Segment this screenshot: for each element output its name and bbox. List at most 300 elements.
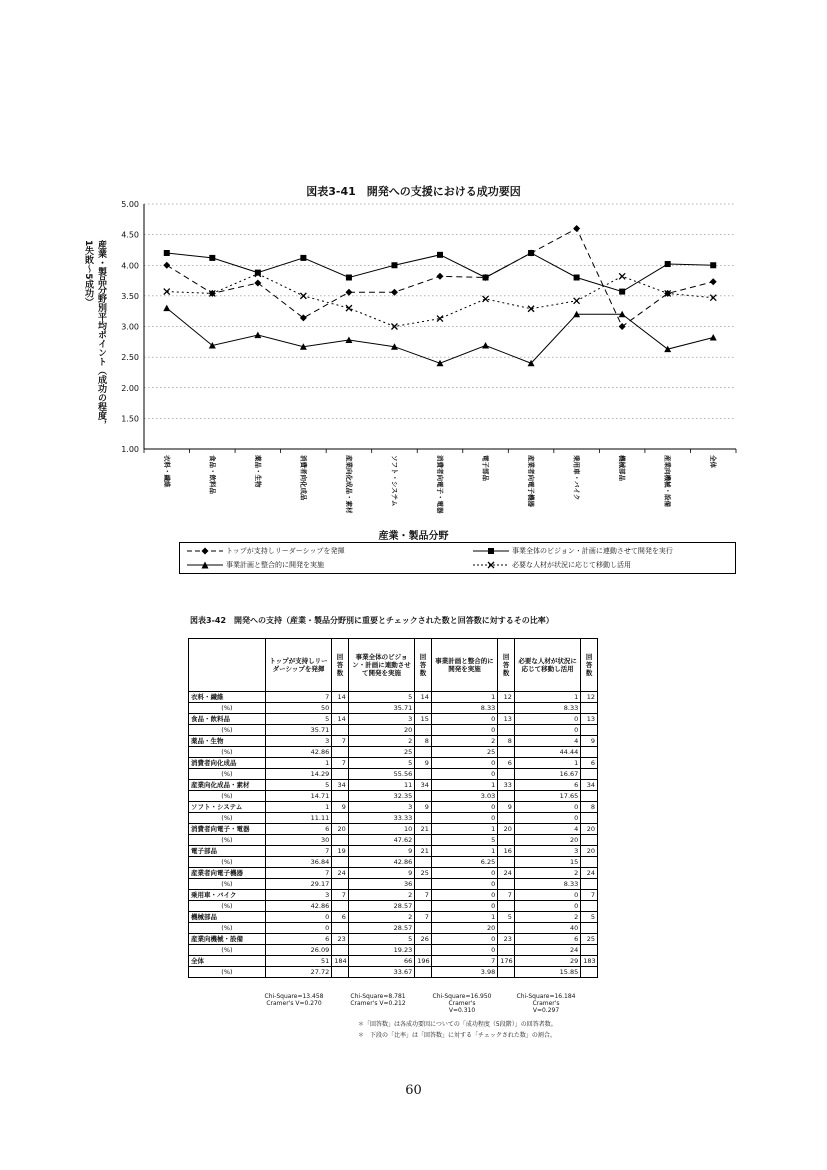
count-cell: 2 <box>431 736 497 747</box>
stat-line: V=0.310 <box>448 1007 476 1014</box>
percent-cell <box>498 945 515 956</box>
count-cell: 3 <box>265 890 331 901</box>
percent-cell <box>332 747 349 758</box>
percent-cell <box>498 879 515 890</box>
header-cell: 回答数 <box>415 639 432 692</box>
percent-cell <box>498 813 515 824</box>
percent-cell: 19.23 <box>348 945 414 956</box>
data-point <box>528 250 534 256</box>
count-cell: 14 <box>415 692 432 703</box>
count-cell: 2 <box>348 890 414 901</box>
percent-label: (%) <box>189 967 266 978</box>
count-cell: 25 <box>415 868 432 879</box>
percent-cell: 20 <box>431 923 497 934</box>
percent-label: (%) <box>189 901 266 912</box>
count-cell: 26 <box>415 934 432 945</box>
percent-cell <box>581 945 598 956</box>
count-cell: 184 <box>332 956 349 967</box>
data-point <box>345 289 352 296</box>
percent-cell: 0 <box>514 901 580 912</box>
count-cell: 1 <box>514 692 580 703</box>
percent-cell <box>332 967 349 978</box>
percent-cell <box>581 879 598 890</box>
data-point <box>483 275 489 281</box>
percent-cell <box>415 813 432 824</box>
count-cell: 1 <box>265 758 331 769</box>
percent-cell <box>581 923 598 934</box>
percent-cell: 20 <box>348 725 414 736</box>
percent-cell <box>415 923 432 934</box>
data-point <box>391 289 398 296</box>
percent-cell: 0 <box>514 725 580 736</box>
stat-line: Cramer's V=0.212 <box>350 1000 406 1007</box>
percent-cell: 11.11 <box>265 813 331 824</box>
percent-cell <box>415 703 432 714</box>
table-row <box>189 956 598 967</box>
percent-cell: 40 <box>514 923 580 934</box>
percent-cell: 33.67 <box>348 967 414 978</box>
count-cell: 0 <box>431 868 497 879</box>
stat-block <box>430 993 494 1014</box>
percent-cell: 15.85 <box>514 967 580 978</box>
percent-cell <box>581 703 598 714</box>
data-point <box>482 342 489 349</box>
count-cell: 20 <box>581 824 598 835</box>
percent-cell <box>498 769 515 780</box>
x-tick-label: 機械部品 <box>618 455 627 481</box>
percent-cell: 35.71 <box>265 725 331 736</box>
data-point <box>619 289 625 295</box>
count-cell: 1 <box>431 846 497 857</box>
note-line: ＊「回答数」は各成功要因についての「成功程度（5段階）」の回答者数。 <box>358 1021 557 1028</box>
count-cell: 2 <box>514 868 580 879</box>
percent-cell: 8.33 <box>514 879 580 890</box>
row-label: ソフト・システム <box>189 802 266 813</box>
count-cell: 5 <box>581 912 598 923</box>
percent-cell: 0 <box>431 901 497 912</box>
percent-cell: 29.17 <box>265 879 331 890</box>
percent-cell <box>415 857 432 868</box>
percent-cell <box>498 923 515 934</box>
data-point <box>346 305 352 311</box>
stat-line: V=0.297 <box>532 1007 560 1014</box>
data-point <box>437 273 444 280</box>
percent-cell <box>415 901 432 912</box>
data-point <box>345 336 352 343</box>
table-row <box>189 890 598 901</box>
row-label: 産業向機械・設備 <box>189 934 266 945</box>
count-cell: 34 <box>332 780 349 791</box>
count-cell: 5 <box>348 692 414 703</box>
stat-line: Chi-Square=16.184 <box>516 993 576 1000</box>
table-row <box>189 868 598 879</box>
table-row-percent <box>189 769 598 780</box>
percent-cell: 3.98 <box>431 967 497 978</box>
count-cell: 7 <box>581 890 598 901</box>
x-tick-label: 産業者向電子機器 <box>527 455 536 507</box>
count-cell: 6 <box>514 780 580 791</box>
y-tick-label: 3.00 <box>121 322 139 332</box>
count-cell: 3 <box>348 714 414 725</box>
percent-cell: 28.57 <box>348 923 414 934</box>
percent-cell: 25 <box>348 747 414 758</box>
count-cell: 0 <box>265 912 331 923</box>
data-point <box>574 275 580 281</box>
count-cell: 23 <box>332 934 349 945</box>
count-cell: 7 <box>431 956 497 967</box>
count-cell: 183 <box>581 956 598 967</box>
percent-label: (%) <box>189 813 266 824</box>
count-cell: 4 <box>514 824 580 835</box>
count-cell: 23 <box>498 934 515 945</box>
y-tick-label: 1.00 <box>121 445 139 454</box>
count-cell: 20 <box>498 824 515 835</box>
row-label: 電子部品 <box>189 846 266 857</box>
percent-cell: 33.33 <box>348 813 414 824</box>
legend-label: トップが支持しリーダーシップを発揮 <box>226 547 345 555</box>
legend-label: 必要な人材が状況に応じて移動し活用 <box>512 561 631 569</box>
percent-cell: 26.09 <box>265 945 331 956</box>
percent-cell: 42.86 <box>348 857 414 868</box>
count-cell: 176 <box>498 956 515 967</box>
page-number: 60 <box>405 1083 422 1098</box>
row-label: 機械部品 <box>189 912 266 923</box>
count-cell: 7 <box>265 692 331 703</box>
count-cell: 0 <box>431 934 497 945</box>
x-axis-label: 産業・製品分野 <box>378 531 449 542</box>
percent-cell: 42.86 <box>265 901 331 912</box>
count-cell: 196 <box>415 956 432 967</box>
percent-cell <box>415 879 432 890</box>
percent-label: (%) <box>189 725 266 736</box>
count-cell: 7 <box>415 912 432 923</box>
count-cell: 34 <box>415 780 432 791</box>
data-point <box>619 323 626 330</box>
percent-cell: 8.33 <box>431 703 497 714</box>
percent-cell <box>332 835 349 846</box>
percent-cell: 0 <box>431 769 497 780</box>
header-cell: 回答数 <box>581 639 598 692</box>
count-cell: 7 <box>265 868 331 879</box>
count-cell: 7 <box>498 890 515 901</box>
data-point <box>573 225 580 232</box>
x-tick-label: 食品・飲料品 <box>208 455 217 494</box>
count-cell: 9 <box>348 846 414 857</box>
row-label: 産業向化成品・素材 <box>189 780 266 791</box>
data-point <box>665 261 671 267</box>
count-cell: 3 <box>265 736 331 747</box>
percent-cell <box>332 725 349 736</box>
count-cell: 9 <box>348 868 414 879</box>
legend-item-series-4 <box>472 560 631 570</box>
table-row-percent <box>189 703 598 714</box>
percent-cell: 8.33 <box>514 703 580 714</box>
stat-line: Cramer's <box>448 1000 476 1007</box>
count-cell: 9 <box>415 758 432 769</box>
count-cell: 24 <box>332 868 349 879</box>
count-cell: 9 <box>415 802 432 813</box>
percent-label: (%) <box>189 747 266 758</box>
count-cell: 6 <box>498 758 515 769</box>
percent-cell <box>332 901 349 912</box>
count-cell: 1 <box>431 780 497 791</box>
percent-label: (%) <box>189 945 266 956</box>
percent-cell: 44.44 <box>514 747 580 758</box>
row-label: 全体 <box>189 956 266 967</box>
count-cell: 3 <box>514 846 580 857</box>
percent-cell: 0 <box>431 945 497 956</box>
data-point <box>164 289 170 295</box>
percent-cell <box>581 725 598 736</box>
stat-block <box>262 993 326 1007</box>
count-cell: 5 <box>498 912 515 923</box>
percent-cell <box>498 747 515 758</box>
table-row <box>189 736 598 747</box>
percent-label: (%) <box>189 923 266 934</box>
count-cell: 6 <box>514 934 580 945</box>
count-cell: 7 <box>332 890 349 901</box>
percent-label: (%) <box>189 835 266 846</box>
data-point <box>437 360 444 367</box>
header-cell: 事業全体のビジョン・計画に連動させて開発を実施 <box>348 639 414 692</box>
percent-cell <box>415 747 432 758</box>
data-point <box>437 252 443 258</box>
x-tick-label: 電子部品 <box>481 455 490 481</box>
percent-cell <box>581 857 598 868</box>
count-cell: 14 <box>332 714 349 725</box>
y-tick-label: 4.50 <box>121 230 139 240</box>
percent-cell <box>415 945 432 956</box>
percent-cell: 55.56 <box>348 769 414 780</box>
percent-cell: 6.25 <box>431 857 497 868</box>
data-point <box>710 278 717 285</box>
percent-cell: 0 <box>431 813 497 824</box>
count-cell: 1 <box>431 912 497 923</box>
percent-cell <box>415 769 432 780</box>
percent-cell <box>498 901 515 912</box>
count-cell: 8 <box>415 736 432 747</box>
row-label: 衣料・繊維 <box>189 692 266 703</box>
count-cell: 2 <box>514 912 580 923</box>
x-tick-label: 消費者向化成品 <box>299 455 308 501</box>
count-cell: 1 <box>431 692 497 703</box>
x-tick-label: 薬品・生物 <box>253 455 262 488</box>
percent-cell: 17.65 <box>514 791 580 802</box>
count-cell: 11 <box>348 780 414 791</box>
percent-label: (%) <box>189 857 266 868</box>
percent-cell: 28.57 <box>348 901 414 912</box>
count-cell: 6 <box>265 824 331 835</box>
data-point <box>164 250 170 256</box>
percent-cell: 25 <box>431 747 497 758</box>
count-cell: 4 <box>514 736 580 747</box>
data-point <box>710 334 717 341</box>
percent-cell: 50 <box>265 703 331 714</box>
stat-line: Cramer's <box>532 1000 560 1007</box>
count-cell: 5 <box>265 714 331 725</box>
percent-cell: 14.71 <box>265 791 331 802</box>
count-cell: 9 <box>332 802 349 813</box>
count-cell: 66 <box>348 956 414 967</box>
header-cell: 回答数 <box>332 639 349 692</box>
table-row <box>189 692 598 703</box>
row-label: 食品・飲料品 <box>189 714 266 725</box>
table-row-percent <box>189 747 598 758</box>
percent-cell: 30 <box>265 835 331 846</box>
row-label: 乗用車・バイク <box>189 890 266 901</box>
count-cell: 0 <box>514 890 580 901</box>
count-cell: 13 <box>581 714 598 725</box>
percent-cell <box>332 769 349 780</box>
legend-label: 事業計画と整合的に開発を実施 <box>226 561 324 569</box>
count-cell: 7 <box>332 736 349 747</box>
count-cell: 15 <box>415 714 432 725</box>
percent-cell <box>498 857 515 868</box>
count-cell: 6 <box>265 934 331 945</box>
count-cell: 34 <box>581 780 598 791</box>
percent-cell <box>498 725 515 736</box>
data-point <box>619 273 625 279</box>
header-cell: 事業計画と整合的に開発を実施 <box>431 639 497 692</box>
chart-legend <box>179 542 736 574</box>
count-cell: 29 <box>514 956 580 967</box>
table-row-percent <box>189 879 598 890</box>
percent-cell <box>581 791 598 802</box>
table-row <box>189 824 598 835</box>
table-row-percent <box>189 813 598 824</box>
percent-cell <box>415 967 432 978</box>
count-cell: 24 <box>498 868 515 879</box>
x-tick-label: ソフト・システム <box>390 455 399 507</box>
table-row <box>189 758 598 769</box>
y-tick-label: 1.50 <box>121 414 139 424</box>
series-line-3 <box>167 308 713 363</box>
stat-block <box>346 993 410 1007</box>
count-cell: 9 <box>498 802 515 813</box>
table-row-percent <box>189 923 598 934</box>
count-cell: 12 <box>581 692 598 703</box>
table-row <box>189 714 598 725</box>
count-cell: 20 <box>332 824 349 835</box>
percent-cell <box>581 747 598 758</box>
count-cell: 2 <box>348 912 414 923</box>
data-point <box>710 262 716 268</box>
count-cell: 0 <box>514 802 580 813</box>
percent-cell: 42.86 <box>265 747 331 758</box>
count-cell: 0 <box>514 714 580 725</box>
stat-line: Chi-Square=16.950 <box>432 993 492 1000</box>
percent-cell: 15 <box>514 857 580 868</box>
series-line-2 <box>167 253 713 292</box>
x-tick-label: 乗用車・バイク <box>572 455 581 501</box>
count-cell: 1 <box>431 824 497 835</box>
table-header-row <box>189 639 598 692</box>
header-cell: トップが支持しリーダーシップを発揮 <box>265 639 331 692</box>
percent-label: (%) <box>189 791 266 802</box>
count-cell: 1 <box>265 802 331 813</box>
table-row-percent <box>189 901 598 912</box>
count-cell: 12 <box>498 692 515 703</box>
percent-label: (%) <box>189 879 266 890</box>
percent-cell <box>332 703 349 714</box>
row-label: 消費者向電子・電器 <box>189 824 266 835</box>
percent-cell: 24 <box>514 945 580 956</box>
percent-cell: 32.35 <box>348 791 414 802</box>
percent-cell: 36 <box>348 879 414 890</box>
table-row <box>189 802 598 813</box>
count-cell: 25 <box>581 934 598 945</box>
percent-cell <box>498 967 515 978</box>
percent-cell: 35.71 <box>348 703 414 714</box>
table-row-percent <box>189 791 598 802</box>
figure-title: 図表3-41 開発への支援における成功要因 <box>306 185 521 198</box>
x-tick-label: 衣料・繊維 <box>162 455 171 488</box>
percent-cell: 3.03 <box>431 791 497 802</box>
stat-line: Chi-Square=8.781 <box>350 993 406 1000</box>
percent-cell: 0 <box>431 725 497 736</box>
y-tick-label: 3.50 <box>121 291 139 301</box>
count-cell: 3 <box>348 802 414 813</box>
table-row-percent <box>189 945 598 956</box>
percent-cell <box>415 725 432 736</box>
percent-cell: 0 <box>265 923 331 934</box>
count-cell: 0 <box>431 758 497 769</box>
percent-cell <box>332 923 349 934</box>
percent-cell <box>332 813 349 824</box>
count-cell: 7 <box>332 758 349 769</box>
percent-cell: 5 <box>431 835 497 846</box>
count-cell: 33 <box>498 780 515 791</box>
x-tick-label: 消費者向電子・電器 <box>436 455 444 514</box>
percent-cell: 47.62 <box>348 835 414 846</box>
table-title: 図表3-42 開発への支持（産業・製品分野別に重要とチェックされた数と回答数に対するその比率） <box>190 616 554 625</box>
x-tick-label: 産業向化成品・素材 <box>344 455 353 514</box>
table-row <box>189 912 598 923</box>
row-label: 産業者向電子機器 <box>189 868 266 879</box>
percent-cell <box>581 813 598 824</box>
line-chart <box>0 0 827 530</box>
data-point <box>574 298 580 304</box>
count-cell: 0 <box>431 714 497 725</box>
percent-cell: 16.67 <box>514 769 580 780</box>
legend-item-series-2 <box>472 546 673 556</box>
data-point <box>163 262 170 269</box>
count-cell: 7 <box>415 890 432 901</box>
legend-label: 事業全体のビジョン・計画に連動させて開発を実行 <box>512 547 673 555</box>
percent-cell: 0 <box>431 879 497 890</box>
count-cell: 14 <box>332 692 349 703</box>
table-row-percent <box>189 967 598 978</box>
data-point <box>300 255 306 261</box>
header-cell: 回答数 <box>498 639 515 692</box>
table-row <box>189 846 598 857</box>
count-cell: 10 <box>348 824 414 835</box>
count-cell: 21 <box>415 846 432 857</box>
x-tick-label: 産業向機械・設備 <box>663 455 672 507</box>
stat-block <box>514 993 578 1014</box>
percent-cell <box>332 857 349 868</box>
count-cell: 6 <box>581 758 598 769</box>
percent-cell <box>332 945 349 956</box>
count-cell: 21 <box>415 824 432 835</box>
percent-cell: 36.84 <box>265 857 331 868</box>
header-cell: 必要な人材が状況に応じて移動し活用 <box>514 639 580 692</box>
percent-cell <box>581 901 598 912</box>
data-point <box>391 262 397 268</box>
percent-cell <box>415 835 432 846</box>
y-tick-label: 2.00 <box>121 383 139 393</box>
table-row <box>189 780 598 791</box>
